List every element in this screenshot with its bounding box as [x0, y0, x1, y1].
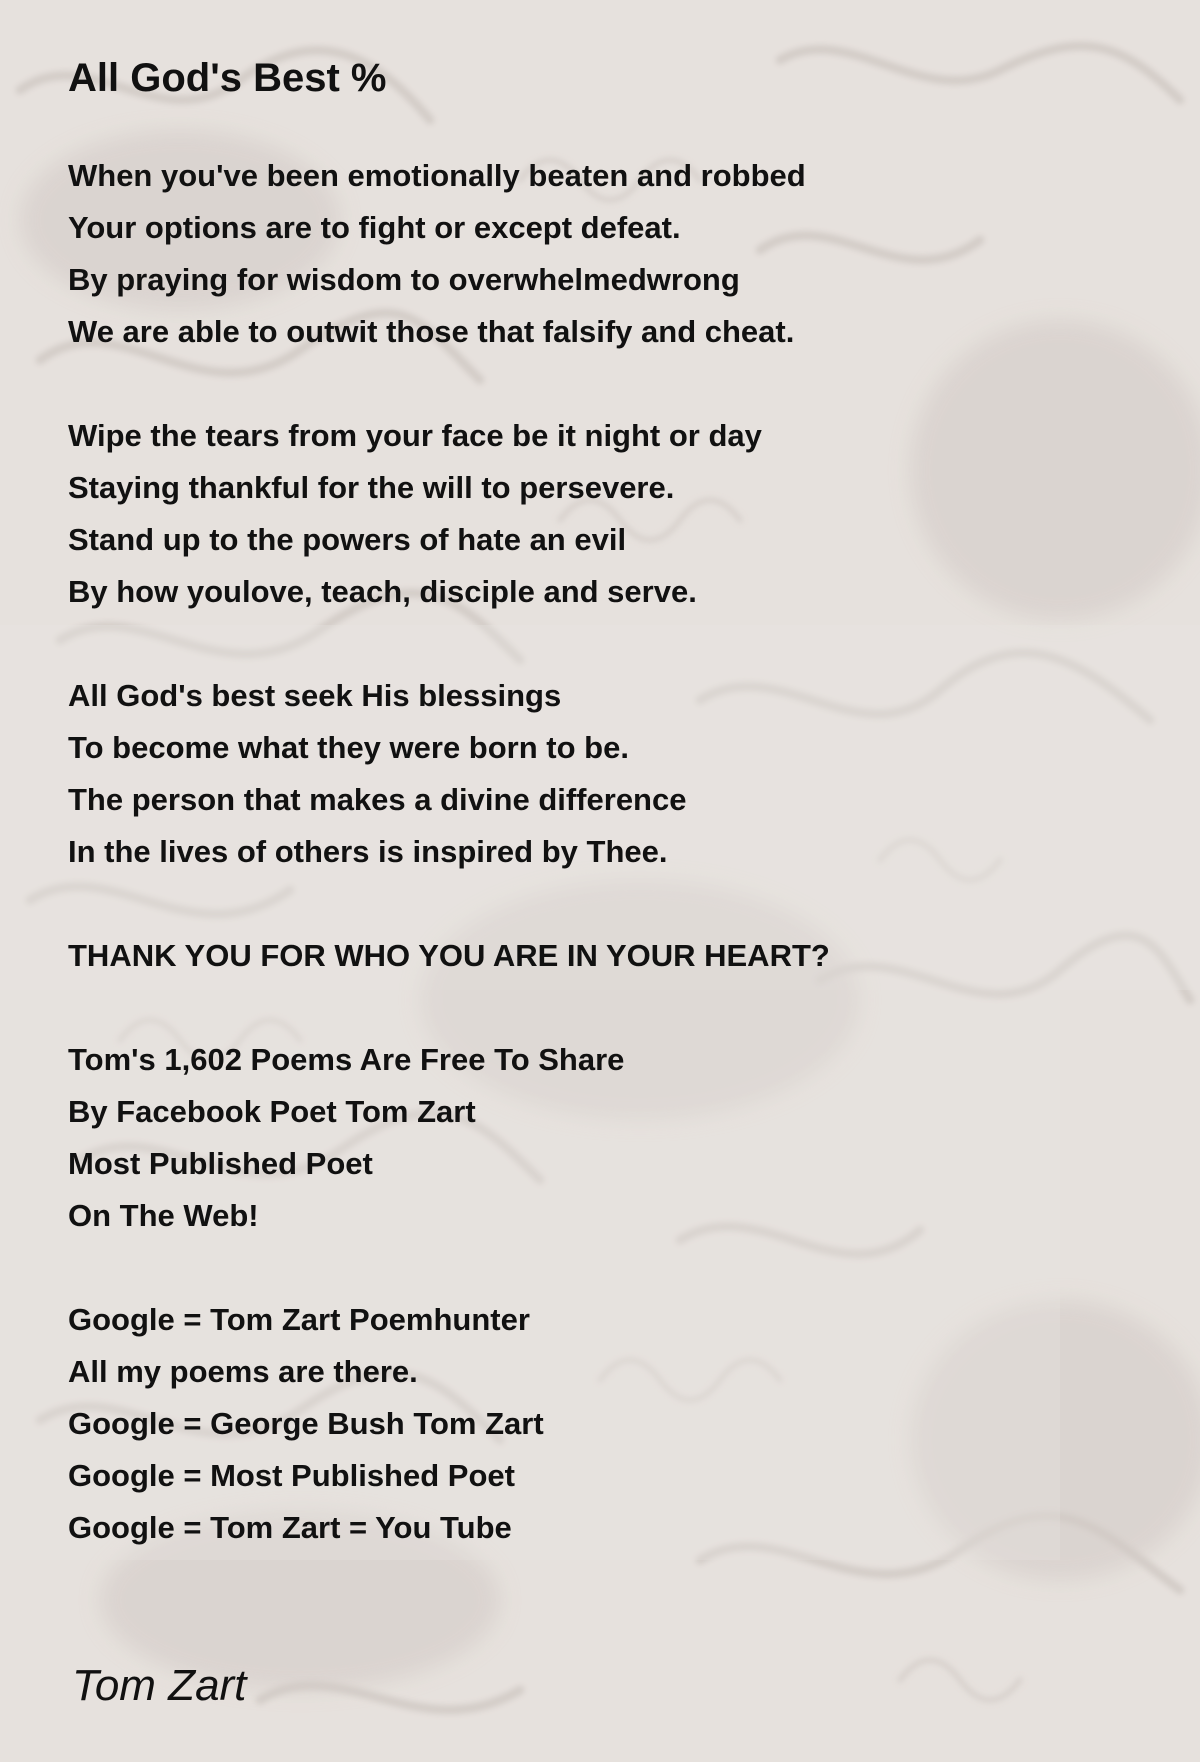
poem-line: Your options are to fight or except defeat. [68, 210, 681, 245]
poem-line: THANK YOU FOR WHO YOU ARE IN YOUR HEART? [68, 938, 830, 973]
stanza [68, 1294, 1128, 1554]
poem-line: Staying thankful for the will to persevere. [68, 470, 675, 505]
poem-title: All God's Best % [68, 56, 387, 100]
stanza [68, 1034, 1128, 1242]
poem-line: By praying for wisdom to overwhelmedwrong [68, 262, 740, 297]
poem-body [68, 150, 1128, 1554]
poem-line: On The Web! [68, 1198, 259, 1233]
poem-line: The person that makes a divine difference [68, 782, 687, 817]
poem-container [68, 48, 1128, 1554]
stanza [68, 410, 1128, 618]
poem-line: Google = Tom Zart Poemhunter [68, 1302, 530, 1337]
poem-line: Stand up to the powers of hate an evil [68, 522, 627, 557]
stanza [68, 670, 1128, 878]
poem-line: Google = George Bush Tom Zart [68, 1406, 544, 1441]
poem-line: Google = Tom Zart = You Tube [68, 1510, 512, 1545]
poem-line: All my poems are there. [68, 1354, 418, 1389]
poem-line: By how youlove, teach, disciple and serve. [68, 574, 697, 609]
stanza [68, 930, 1128, 982]
poem-author: Tom Zart [72, 1661, 247, 1710]
poem-line: Google = Most Published Poet [68, 1458, 515, 1493]
poem-line: All God's best seek His blessings [68, 678, 562, 713]
poem-line: Wipe the tears from your face be it night or day [68, 418, 762, 453]
poem-line: In the lives of others is inspired by Thee. [68, 834, 668, 869]
poem-line: To become what they were born to be. [68, 730, 629, 765]
poem-line: We are able to outwit those that falsify and cheat. [68, 314, 795, 349]
stanza [68, 150, 1128, 358]
poem-line: By Facebook Poet Tom Zart [68, 1094, 476, 1129]
poem-line: When you've been emotionally beaten and robbed [68, 158, 806, 193]
poem-line: Most Published Poet [68, 1146, 373, 1181]
poem-line: Tom's 1,602 Poems Are Free To Share [68, 1042, 625, 1077]
